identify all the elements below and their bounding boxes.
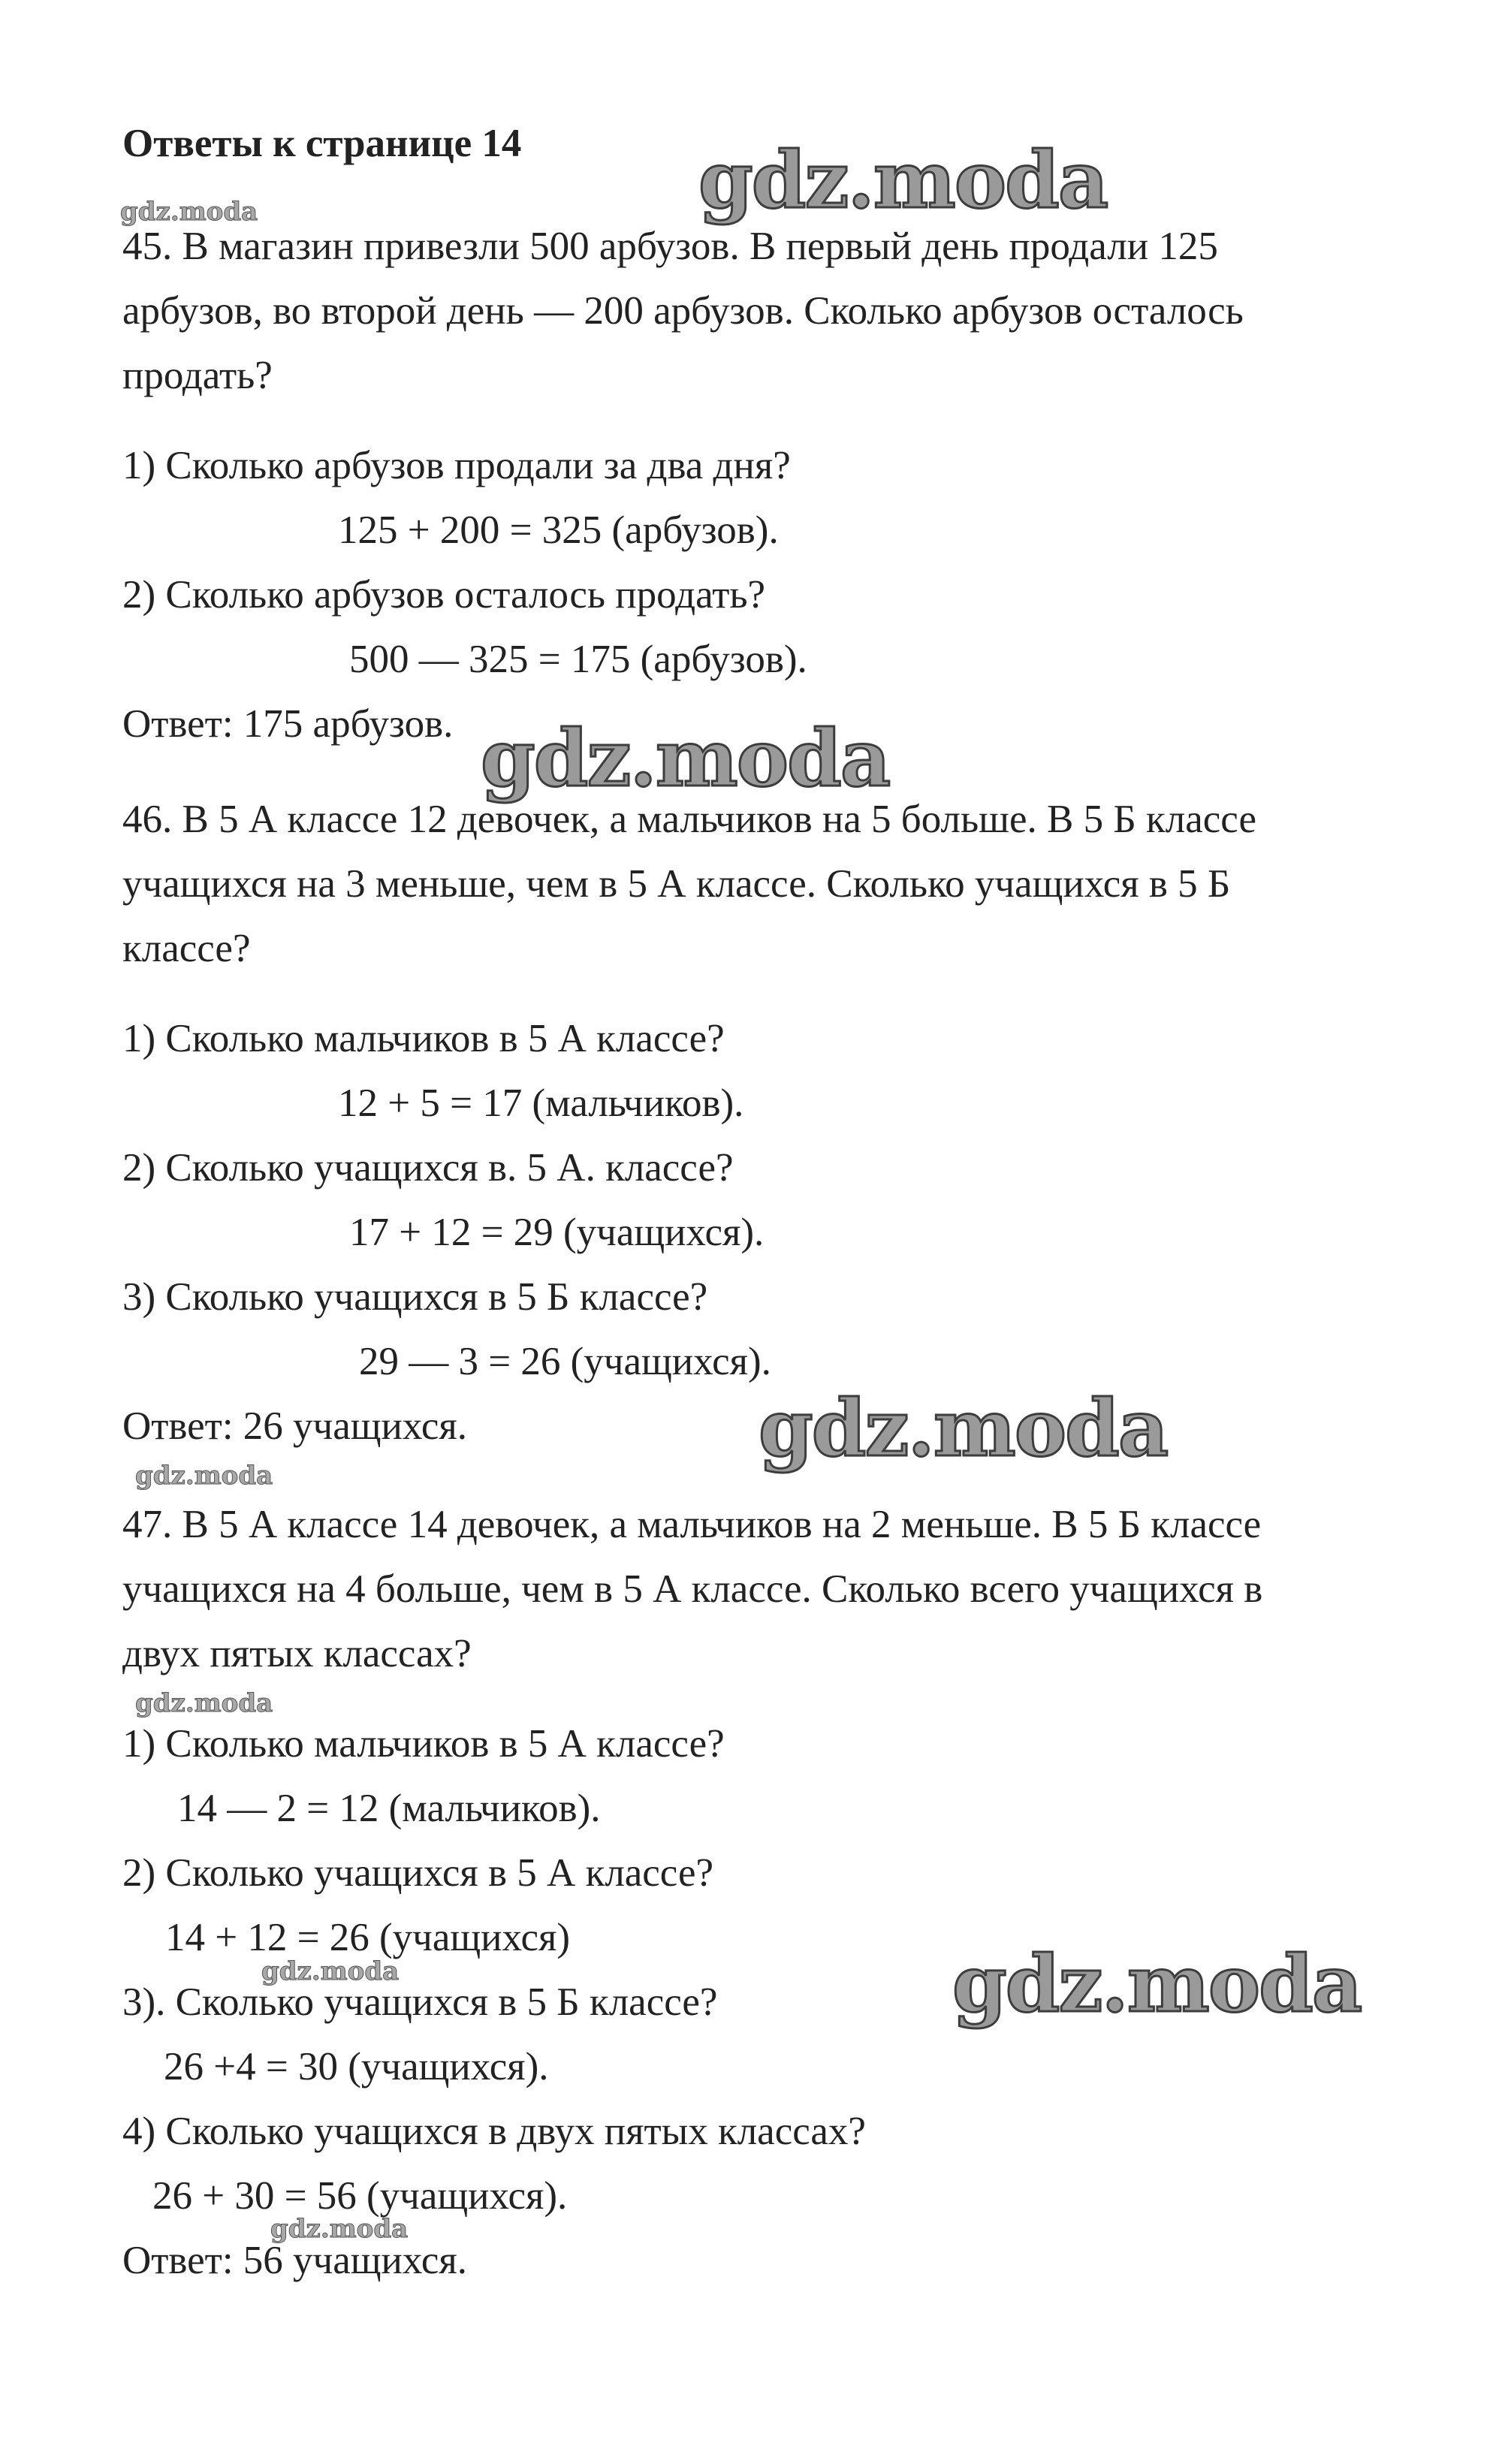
problem-statement-line: классе? [122, 927, 251, 970]
step-calculation: 14 + 12 = 26 (учащихся) [165, 1916, 571, 1959]
step-question: 1) Сколько мальчиков в 5 А классе? [122, 1722, 725, 1766]
problem-statement-line: двух пятых классах? [122, 1632, 472, 1675]
step-question: 1) Сколько мальчиков в 5 А классе? [122, 1017, 725, 1060]
answer: Ответ: 26 учащихся. [122, 1404, 468, 1448]
step-question: 2) Сколько учащихся в 5 А классе? [122, 1851, 714, 1895]
watermark-small: gdz.moda [135, 1461, 273, 1491]
step-question: 2) Сколько учащихся в. 5 А. классе? [122, 1146, 734, 1190]
problem-statement-line: 45. В магазин привезли 500 арбузов. В первый день продали 125 [122, 225, 1218, 268]
step-calculation: 125 + 200 = 325 (арбузов). [338, 508, 779, 552]
step-calculation: 14 — 2 = 12 (мальчиков). [177, 1787, 601, 1830]
page-title: Ответы к странице 14 [122, 122, 522, 165]
watermark-large: gdz.moda [759, 1382, 1168, 1474]
problem-statement-line: продать? [122, 354, 273, 397]
watermark-large: gdz.moda [481, 712, 890, 804]
watermark-small: gdz.moda [261, 1956, 400, 1986]
step-calculation: 500 — 325 = 175 (арбузов). [349, 638, 807, 681]
step-calculation: 17 + 12 = 29 (учащихся). [349, 1211, 765, 1254]
watermark-large: gdz.moda [952, 1938, 1362, 2030]
step-question: 1) Сколько арбузов продали за два дня? [122, 444, 791, 487]
step-question: 3). Сколько учащихся в 5 Б классе? [122, 1980, 718, 2024]
step-question: 3) Сколько учащихся в 5 Б классе? [122, 1275, 708, 1319]
step-calculation: 26 +4 = 30 (учащихся). [164, 2045, 549, 2089]
answer: Ответ: 175 арбузов. [122, 702, 454, 746]
answer: Ответ: 56 учащихся. [122, 2239, 468, 2282]
problem-statement-line: учащихся на 3 меньше, чем в 5 А классе. Сколько учащихся в 5 Б [122, 862, 1231, 906]
watermark-small: gdz.moda [135, 1688, 273, 1718]
step-calculation: 26 + 30 = 56 (учащихся). [152, 2174, 568, 2218]
step-question: 2) Сколько арбузов осталось продать? [122, 573, 766, 617]
step-question: 4) Сколько учащихся в двух пятых классах? [122, 2110, 866, 2153]
problem-statement-line: арбузов, во второй день — 200 арбузов. Сколько арбузов осталось [122, 289, 1244, 333]
watermark-small: gdz.moda [270, 2214, 409, 2244]
problem-statement-line: 47. В 5 А классе 14 девочек, а мальчиков на 2 меньше. В 5 Б классе [122, 1503, 1262, 1546]
step-calculation: 12 + 5 = 17 (мальчиков). [338, 1081, 744, 1125]
watermark-large: gdz.moda [698, 134, 1108, 226]
problem-statement-line: учащихся на 4 больше, чем в 5 А классе. Сколько всего учащихся в [122, 1567, 1263, 1611]
problem-statement-line: 46. В 5 А классе 12 девочек, а мальчиков на 5 больше. В 5 Б классе [122, 798, 1256, 841]
step-calculation: 29 — 3 = 26 (учащихся). [359, 1340, 771, 1383]
watermark-small: gdz.moda [120, 197, 258, 227]
